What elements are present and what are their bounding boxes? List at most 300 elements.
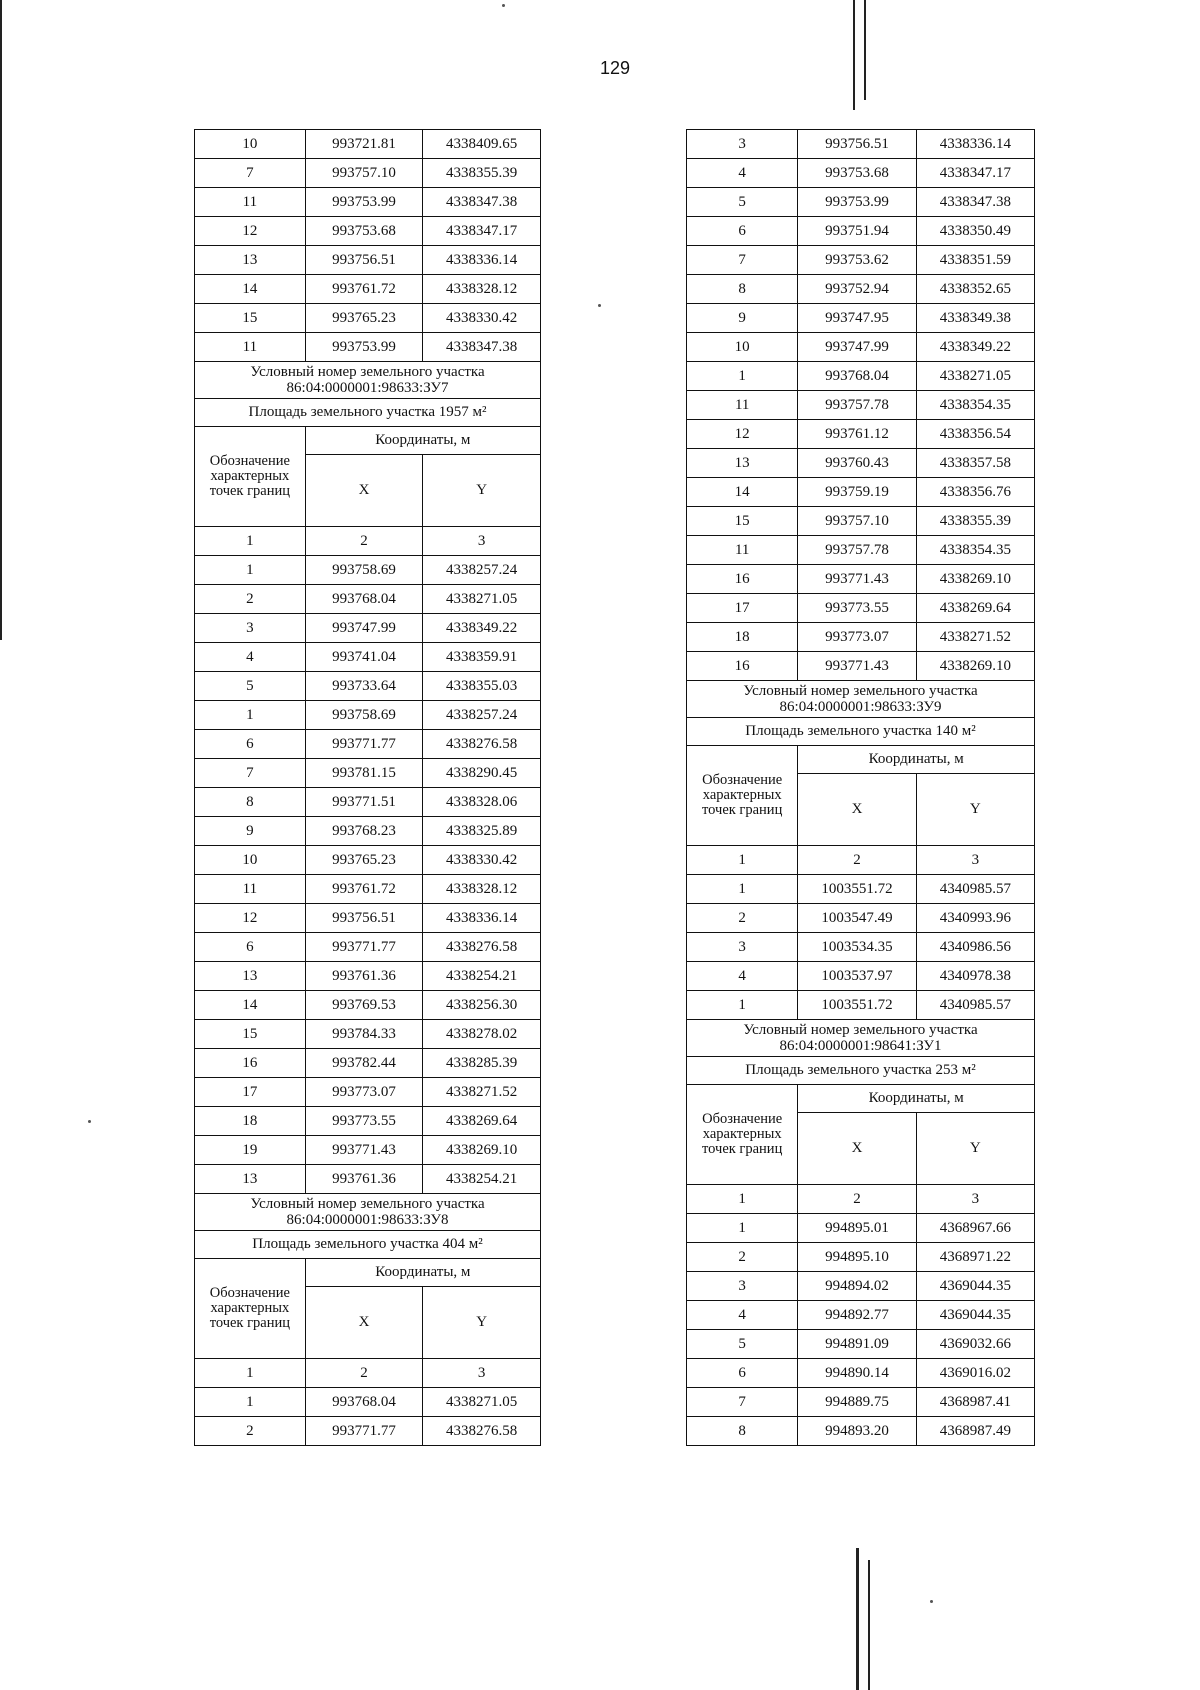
x-axis-header: X xyxy=(798,774,916,846)
table-row xyxy=(687,1272,1035,1301)
y-coordinate-cell: 4338256.30 xyxy=(423,991,541,1020)
point-number-cell: 11 xyxy=(195,188,306,217)
table-row xyxy=(195,585,541,614)
x-coordinate-cell: 993782.44 xyxy=(305,1049,423,1078)
plot-title xyxy=(195,362,541,399)
coordinates-header: Координаты, м xyxy=(305,1259,540,1287)
x-coordinate-cell: 993756.51 xyxy=(305,246,423,275)
x-coordinate-cell: 993757.78 xyxy=(798,536,916,565)
plot-area: Площадь земельного участка 253 м² xyxy=(687,1057,1035,1085)
table-row xyxy=(687,188,1035,217)
plot-title-row xyxy=(687,681,1035,718)
table-row xyxy=(195,1165,541,1194)
point-number-cell: 1 xyxy=(687,991,798,1020)
x-coordinate-cell: 993753.99 xyxy=(305,333,423,362)
point-number-cell: 14 xyxy=(687,478,798,507)
x-coordinate-cell: 993771.77 xyxy=(305,1417,423,1446)
point-number-cell: 18 xyxy=(687,623,798,652)
x-coordinate-cell: 993747.99 xyxy=(798,333,916,362)
y-coordinate-cell: 4338269.10 xyxy=(916,565,1034,594)
point-number-cell: 5 xyxy=(687,188,798,217)
table-row xyxy=(687,1330,1035,1359)
y-coordinate-cell: 4338349.22 xyxy=(423,614,541,643)
x-coordinate-cell: 993781.15 xyxy=(305,759,423,788)
x-coordinate-cell: 994890.14 xyxy=(798,1359,916,1388)
column-number-2: 2 xyxy=(798,1185,916,1214)
y-coordinate-cell: 4338269.10 xyxy=(916,652,1034,681)
x-axis-header: X xyxy=(305,455,423,527)
y-coordinate-cell: 4338350.49 xyxy=(916,217,1034,246)
scan-speck xyxy=(502,4,505,7)
x-coordinate-cell: 994895.10 xyxy=(798,1243,916,1272)
table-row xyxy=(195,788,541,817)
table-row xyxy=(195,1417,541,1446)
plot-title-row xyxy=(687,1020,1035,1057)
table-row xyxy=(687,652,1035,681)
table-row xyxy=(195,1136,541,1165)
y-coordinate-cell: 4338276.58 xyxy=(423,933,541,962)
y-coordinate-cell: 4338409.65 xyxy=(423,130,541,159)
point-designation-header: Обозначение характерных точек границ xyxy=(195,1259,306,1359)
scan-left-edge-mark xyxy=(0,0,2,640)
x-coordinate-cell: 1003534.35 xyxy=(798,933,916,962)
plot-cadastral-number: 86:04:0000001:98633:ЗУ9 xyxy=(779,699,942,715)
y-axis-header: Y xyxy=(423,455,541,527)
y-coordinate-cell: 4338347.17 xyxy=(916,159,1034,188)
plot-area-row xyxy=(195,399,541,427)
x-coordinate-cell: 993753.68 xyxy=(798,159,916,188)
x-coordinate-cell: 993752.94 xyxy=(798,275,916,304)
plot-title xyxy=(687,681,1035,718)
point-number-cell: 7 xyxy=(195,759,306,788)
y-coordinate-cell: 4338330.42 xyxy=(423,846,541,875)
x-coordinate-cell: 993751.94 xyxy=(798,217,916,246)
x-coordinate-cell: 993773.55 xyxy=(798,594,916,623)
column-number-2: 2 xyxy=(305,527,423,556)
x-coordinate-cell: 993784.33 xyxy=(305,1020,423,1049)
x-coordinate-cell: 1003537.97 xyxy=(798,962,916,991)
column-number-row xyxy=(195,527,541,556)
y-coordinate-cell: 4340985.57 xyxy=(916,991,1034,1020)
y-coordinate-cell: 4338336.14 xyxy=(423,904,541,933)
point-number-cell: 3 xyxy=(687,933,798,962)
y-coordinate-cell: 4338356.76 xyxy=(916,478,1034,507)
x-coordinate-cell: 993757.10 xyxy=(305,159,423,188)
point-number-cell: 4 xyxy=(687,159,798,188)
plot-area: Площадь земельного участка 1957 м² xyxy=(195,399,541,427)
table-row xyxy=(687,565,1035,594)
table-row xyxy=(687,449,1035,478)
y-coordinate-cell: 4338257.24 xyxy=(423,556,541,585)
scan-speck xyxy=(88,1120,91,1123)
scan-binder-mark-bottom xyxy=(856,1548,859,1690)
y-coordinate-cell: 4338347.38 xyxy=(916,188,1034,217)
x-coordinate-cell: 993761.36 xyxy=(305,962,423,991)
y-coordinate-cell: 4368967.66 xyxy=(916,1214,1034,1243)
y-coordinate-cell: 4338271.52 xyxy=(916,623,1034,652)
y-coordinate-cell: 4338276.58 xyxy=(423,730,541,759)
table-row xyxy=(687,1388,1035,1417)
y-coordinate-cell: 4369016.02 xyxy=(916,1359,1034,1388)
x-coordinate-cell: 993765.23 xyxy=(305,304,423,333)
point-number-cell: 14 xyxy=(195,275,306,304)
y-coordinate-cell: 4338257.24 xyxy=(423,701,541,730)
table-row xyxy=(687,904,1035,933)
point-number-cell: 15 xyxy=(195,304,306,333)
y-coordinate-cell: 4338351.59 xyxy=(916,246,1034,275)
point-number-cell: 8 xyxy=(687,275,798,304)
y-coordinate-cell: 4338254.21 xyxy=(423,1165,541,1194)
point-number-cell: 9 xyxy=(687,304,798,333)
plot-area-row xyxy=(687,1057,1035,1085)
y-coordinate-cell: 4368987.49 xyxy=(916,1417,1034,1446)
header-row xyxy=(195,427,541,455)
point-number-cell: 12 xyxy=(687,420,798,449)
plot-cadastral-number: 86:04:0000001:98641:ЗУ1 xyxy=(779,1038,942,1054)
y-coordinate-cell: 4338271.05 xyxy=(423,1388,541,1417)
x-coordinate-cell: 993759.19 xyxy=(798,478,916,507)
table-row xyxy=(195,672,541,701)
table-row xyxy=(687,217,1035,246)
table-row xyxy=(195,246,541,275)
table-row xyxy=(687,933,1035,962)
point-number-cell: 8 xyxy=(195,788,306,817)
table-row xyxy=(687,1359,1035,1388)
y-coordinate-cell: 4338336.14 xyxy=(423,246,541,275)
y-axis-header: Y xyxy=(916,774,1034,846)
point-number-cell: 1 xyxy=(687,875,798,904)
point-number-cell: 11 xyxy=(687,536,798,565)
left-column xyxy=(194,129,541,1446)
point-number-cell: 3 xyxy=(687,1272,798,1301)
y-coordinate-cell: 4338354.35 xyxy=(916,391,1034,420)
x-coordinate-cell: 993758.69 xyxy=(305,556,423,585)
table-row xyxy=(687,159,1035,188)
point-number-cell: 4 xyxy=(687,1301,798,1330)
table-row xyxy=(195,1020,541,1049)
x-axis-header: X xyxy=(798,1113,916,1185)
table-row xyxy=(687,362,1035,391)
y-coordinate-cell: 4338347.38 xyxy=(423,188,541,217)
table-row xyxy=(687,1214,1035,1243)
table-row xyxy=(687,507,1035,536)
x-coordinate-cell: 993768.04 xyxy=(798,362,916,391)
point-number-cell: 15 xyxy=(195,1020,306,1049)
point-number-cell: 13 xyxy=(195,246,306,275)
y-coordinate-cell: 4369044.35 xyxy=(916,1272,1034,1301)
x-coordinate-cell: 994891.09 xyxy=(798,1330,916,1359)
point-number-cell: 3 xyxy=(195,614,306,643)
y-coordinate-cell: 4338271.05 xyxy=(423,585,541,614)
point-number-cell: 4 xyxy=(195,643,306,672)
point-number-cell: 3 xyxy=(687,130,798,159)
y-coordinate-cell: 4369044.35 xyxy=(916,1301,1034,1330)
plot-cadastral-number: 86:04:0000001:98633:ЗУ8 xyxy=(286,1212,449,1228)
table-row xyxy=(195,643,541,672)
plot-title-label: Условный номер земельного участка xyxy=(250,364,485,380)
y-axis-header: Y xyxy=(423,1287,541,1359)
header-row xyxy=(195,1259,541,1287)
point-number-cell: 2 xyxy=(687,1243,798,1272)
column-number-row xyxy=(195,1359,541,1388)
table-row xyxy=(195,304,541,333)
table-row xyxy=(195,991,541,1020)
y-axis-header: Y xyxy=(916,1113,1034,1185)
x-coordinate-cell: 993761.12 xyxy=(798,420,916,449)
table-row xyxy=(195,933,541,962)
point-number-cell: 16 xyxy=(687,565,798,594)
plot-area: Площадь земельного участка 404 м² xyxy=(195,1231,541,1259)
point-number-cell: 11 xyxy=(195,875,306,904)
table-row xyxy=(195,962,541,991)
y-coordinate-cell: 4338285.39 xyxy=(423,1049,541,1078)
point-number-cell: 6 xyxy=(195,933,306,962)
point-number-cell: 2 xyxy=(195,1417,306,1446)
table-row xyxy=(195,846,541,875)
table-row xyxy=(195,1049,541,1078)
y-coordinate-cell: 4338349.22 xyxy=(916,333,1034,362)
y-coordinate-cell: 4368971.22 xyxy=(916,1243,1034,1272)
table-row xyxy=(195,217,541,246)
plot-title xyxy=(195,1194,541,1231)
table-row xyxy=(195,904,541,933)
table-row xyxy=(195,875,541,904)
point-number-cell: 18 xyxy=(195,1107,306,1136)
y-coordinate-cell: 4338347.17 xyxy=(423,217,541,246)
x-coordinate-cell: 993756.51 xyxy=(305,904,423,933)
scan-speck xyxy=(598,304,601,307)
point-number-cell: 6 xyxy=(195,730,306,759)
table-row xyxy=(195,1388,541,1417)
column-number-row xyxy=(687,1185,1035,1214)
x-coordinate-cell: 994894.02 xyxy=(798,1272,916,1301)
point-number-cell: 17 xyxy=(687,594,798,623)
plot-cadastral-number: 86:04:0000001:98633:ЗУ7 xyxy=(286,380,449,396)
point-number-cell: 1 xyxy=(195,1388,306,1417)
x-coordinate-cell: 993741.04 xyxy=(305,643,423,672)
x-coordinate-cell: 993768.04 xyxy=(305,585,423,614)
table-row xyxy=(195,1078,541,1107)
table-row xyxy=(195,556,541,585)
table-row xyxy=(687,991,1035,1020)
point-number-cell: 19 xyxy=(195,1136,306,1165)
x-coordinate-cell: 993760.43 xyxy=(798,449,916,478)
x-coordinate-cell: 993771.77 xyxy=(305,933,423,962)
point-number-cell: 7 xyxy=(687,246,798,275)
table-row xyxy=(687,1417,1035,1446)
x-coordinate-cell: 993758.69 xyxy=(305,701,423,730)
x-coordinate-cell: 1003547.49 xyxy=(798,904,916,933)
point-number-cell: 2 xyxy=(687,904,798,933)
table-row xyxy=(687,275,1035,304)
y-coordinate-cell: 4338271.05 xyxy=(916,362,1034,391)
column-number-1: 1 xyxy=(687,846,798,875)
column-number-3: 3 xyxy=(423,1359,541,1388)
point-number-cell: 12 xyxy=(195,217,306,246)
y-coordinate-cell: 4338278.02 xyxy=(423,1020,541,1049)
x-coordinate-cell: 1003551.72 xyxy=(798,875,916,904)
point-number-cell: 9 xyxy=(195,817,306,846)
point-number-cell: 17 xyxy=(195,1078,306,1107)
x-coordinate-cell: 993753.62 xyxy=(798,246,916,275)
point-number-cell: 11 xyxy=(195,333,306,362)
page-number: 129 xyxy=(599,58,631,78)
y-coordinate-cell: 4338328.12 xyxy=(423,875,541,904)
table-row xyxy=(195,701,541,730)
scan-binder-mark-top-2 xyxy=(864,0,866,100)
x-coordinate-cell: 993747.95 xyxy=(798,304,916,333)
x-coordinate-cell: 993733.64 xyxy=(305,672,423,701)
x-coordinate-cell: 1003551.72 xyxy=(798,991,916,1020)
point-designation-header: Обозначение характерных точек границ xyxy=(687,746,798,846)
scan-speck xyxy=(930,1600,933,1603)
x-coordinate-cell: 993761.36 xyxy=(305,1165,423,1194)
right-column xyxy=(686,129,1035,1446)
y-coordinate-cell: 4338355.03 xyxy=(423,672,541,701)
x-coordinate-cell: 993753.99 xyxy=(305,188,423,217)
point-number-cell: 16 xyxy=(195,1049,306,1078)
plot-area: Площадь земельного участка 140 м² xyxy=(687,718,1035,746)
point-number-cell: 13 xyxy=(195,1165,306,1194)
y-coordinate-cell: 4338269.64 xyxy=(916,594,1034,623)
column-number-row xyxy=(687,846,1035,875)
table-row xyxy=(687,391,1035,420)
y-coordinate-cell: 4338336.14 xyxy=(916,130,1034,159)
table-row xyxy=(687,246,1035,275)
plot-title xyxy=(687,1020,1035,1057)
table-row xyxy=(195,1107,541,1136)
y-coordinate-cell: 4338355.39 xyxy=(916,507,1034,536)
x-coordinate-cell: 993771.51 xyxy=(305,788,423,817)
table-row xyxy=(687,130,1035,159)
coordinates-header: Координаты, м xyxy=(798,1085,1035,1113)
point-number-cell: 6 xyxy=(687,1359,798,1388)
plot-title-row xyxy=(195,362,541,399)
header-row xyxy=(687,746,1035,774)
point-number-cell: 15 xyxy=(687,507,798,536)
x-coordinate-cell: 993771.43 xyxy=(305,1136,423,1165)
y-coordinate-cell: 4338356.54 xyxy=(916,420,1034,449)
table-row xyxy=(687,536,1035,565)
x-coordinate-cell: 993771.77 xyxy=(305,730,423,759)
column-number-1: 1 xyxy=(195,1359,306,1388)
y-coordinate-cell: 4369032.66 xyxy=(916,1330,1034,1359)
point-designation-header: Обозначение характерных точек границ xyxy=(687,1085,798,1185)
scan-binder-mark-top xyxy=(853,0,855,110)
plot-title-label: Условный номер земельного участка xyxy=(250,1196,485,1212)
y-coordinate-cell: 4338276.58 xyxy=(423,1417,541,1446)
y-coordinate-cell: 4338357.58 xyxy=(916,449,1034,478)
point-number-cell: 2 xyxy=(195,585,306,614)
x-coordinate-cell: 993768.04 xyxy=(305,1388,423,1417)
table-row xyxy=(195,159,541,188)
x-coordinate-cell: 993769.53 xyxy=(305,991,423,1020)
y-coordinate-cell: 4340993.96 xyxy=(916,904,1034,933)
y-coordinate-cell: 4338354.35 xyxy=(916,536,1034,565)
table-row xyxy=(195,614,541,643)
y-coordinate-cell: 4338269.64 xyxy=(423,1107,541,1136)
column-number-1: 1 xyxy=(195,527,306,556)
y-coordinate-cell: 4338349.38 xyxy=(916,304,1034,333)
plot-title-label: Условный номер земельного участка xyxy=(743,1022,978,1038)
point-number-cell: 10 xyxy=(195,130,306,159)
x-coordinate-cell: 993765.23 xyxy=(305,846,423,875)
y-coordinate-cell: 4338328.06 xyxy=(423,788,541,817)
point-number-cell: 10 xyxy=(687,333,798,362)
point-number-cell: 1 xyxy=(195,701,306,730)
plot-area-row xyxy=(687,718,1035,746)
y-coordinate-cell: 4340978.38 xyxy=(916,962,1034,991)
table-row xyxy=(687,623,1035,652)
x-coordinate-cell: 994889.75 xyxy=(798,1388,916,1417)
column-number-2: 2 xyxy=(305,1359,423,1388)
x-coordinate-cell: 993773.07 xyxy=(305,1078,423,1107)
x-coordinate-cell: 994893.20 xyxy=(798,1417,916,1446)
plot-title-row xyxy=(195,1194,541,1231)
table-row xyxy=(195,275,541,304)
x-coordinate-cell: 993757.78 xyxy=(798,391,916,420)
point-number-cell: 14 xyxy=(195,991,306,1020)
y-coordinate-cell: 4338347.38 xyxy=(423,333,541,362)
column-number-3: 3 xyxy=(916,1185,1034,1214)
table-row xyxy=(687,1301,1035,1330)
x-axis-header: X xyxy=(305,1287,423,1359)
point-number-cell: 12 xyxy=(195,904,306,933)
x-coordinate-cell: 993753.68 xyxy=(305,217,423,246)
x-coordinate-cell: 993756.51 xyxy=(798,130,916,159)
point-number-cell: 1 xyxy=(687,1214,798,1243)
point-number-cell: 16 xyxy=(687,652,798,681)
scan-binder-mark-bottom-2 xyxy=(868,1560,870,1690)
x-coordinate-cell: 994892.77 xyxy=(798,1301,916,1330)
y-coordinate-cell: 4338328.12 xyxy=(423,275,541,304)
table-row xyxy=(195,188,541,217)
table-row xyxy=(195,817,541,846)
x-coordinate-cell: 993761.72 xyxy=(305,875,423,904)
table-row xyxy=(687,875,1035,904)
header-row xyxy=(687,1085,1035,1113)
x-coordinate-cell: 994895.01 xyxy=(798,1214,916,1243)
point-number-cell: 13 xyxy=(687,449,798,478)
table-row xyxy=(687,962,1035,991)
x-coordinate-cell: 993771.43 xyxy=(798,565,916,594)
y-coordinate-cell: 4368987.41 xyxy=(916,1388,1034,1417)
point-number-cell: 10 xyxy=(195,846,306,875)
point-number-cell: 5 xyxy=(195,672,306,701)
table-row xyxy=(687,304,1035,333)
x-coordinate-cell: 993761.72 xyxy=(305,275,423,304)
y-coordinate-cell: 4338269.10 xyxy=(423,1136,541,1165)
point-number-cell: 6 xyxy=(687,217,798,246)
x-coordinate-cell: 993773.55 xyxy=(305,1107,423,1136)
table-row xyxy=(687,1243,1035,1272)
coordinates-table-right xyxy=(686,129,1035,1446)
point-number-cell: 7 xyxy=(687,1388,798,1417)
point-number-cell: 1 xyxy=(687,362,798,391)
y-coordinate-cell: 4338359.91 xyxy=(423,643,541,672)
y-coordinate-cell: 4338352.65 xyxy=(916,275,1034,304)
point-designation-header: Обозначение характерных точек границ xyxy=(195,427,306,527)
y-coordinate-cell: 4340986.56 xyxy=(916,933,1034,962)
x-coordinate-cell: 993768.23 xyxy=(305,817,423,846)
y-coordinate-cell: 4338355.39 xyxy=(423,159,541,188)
y-coordinate-cell: 4338330.42 xyxy=(423,304,541,333)
point-number-cell: 7 xyxy=(195,159,306,188)
plot-area-row xyxy=(195,1231,541,1259)
x-coordinate-cell: 993753.99 xyxy=(798,188,916,217)
coordinates-header: Координаты, м xyxy=(798,746,1035,774)
x-coordinate-cell: 993721.81 xyxy=(305,130,423,159)
